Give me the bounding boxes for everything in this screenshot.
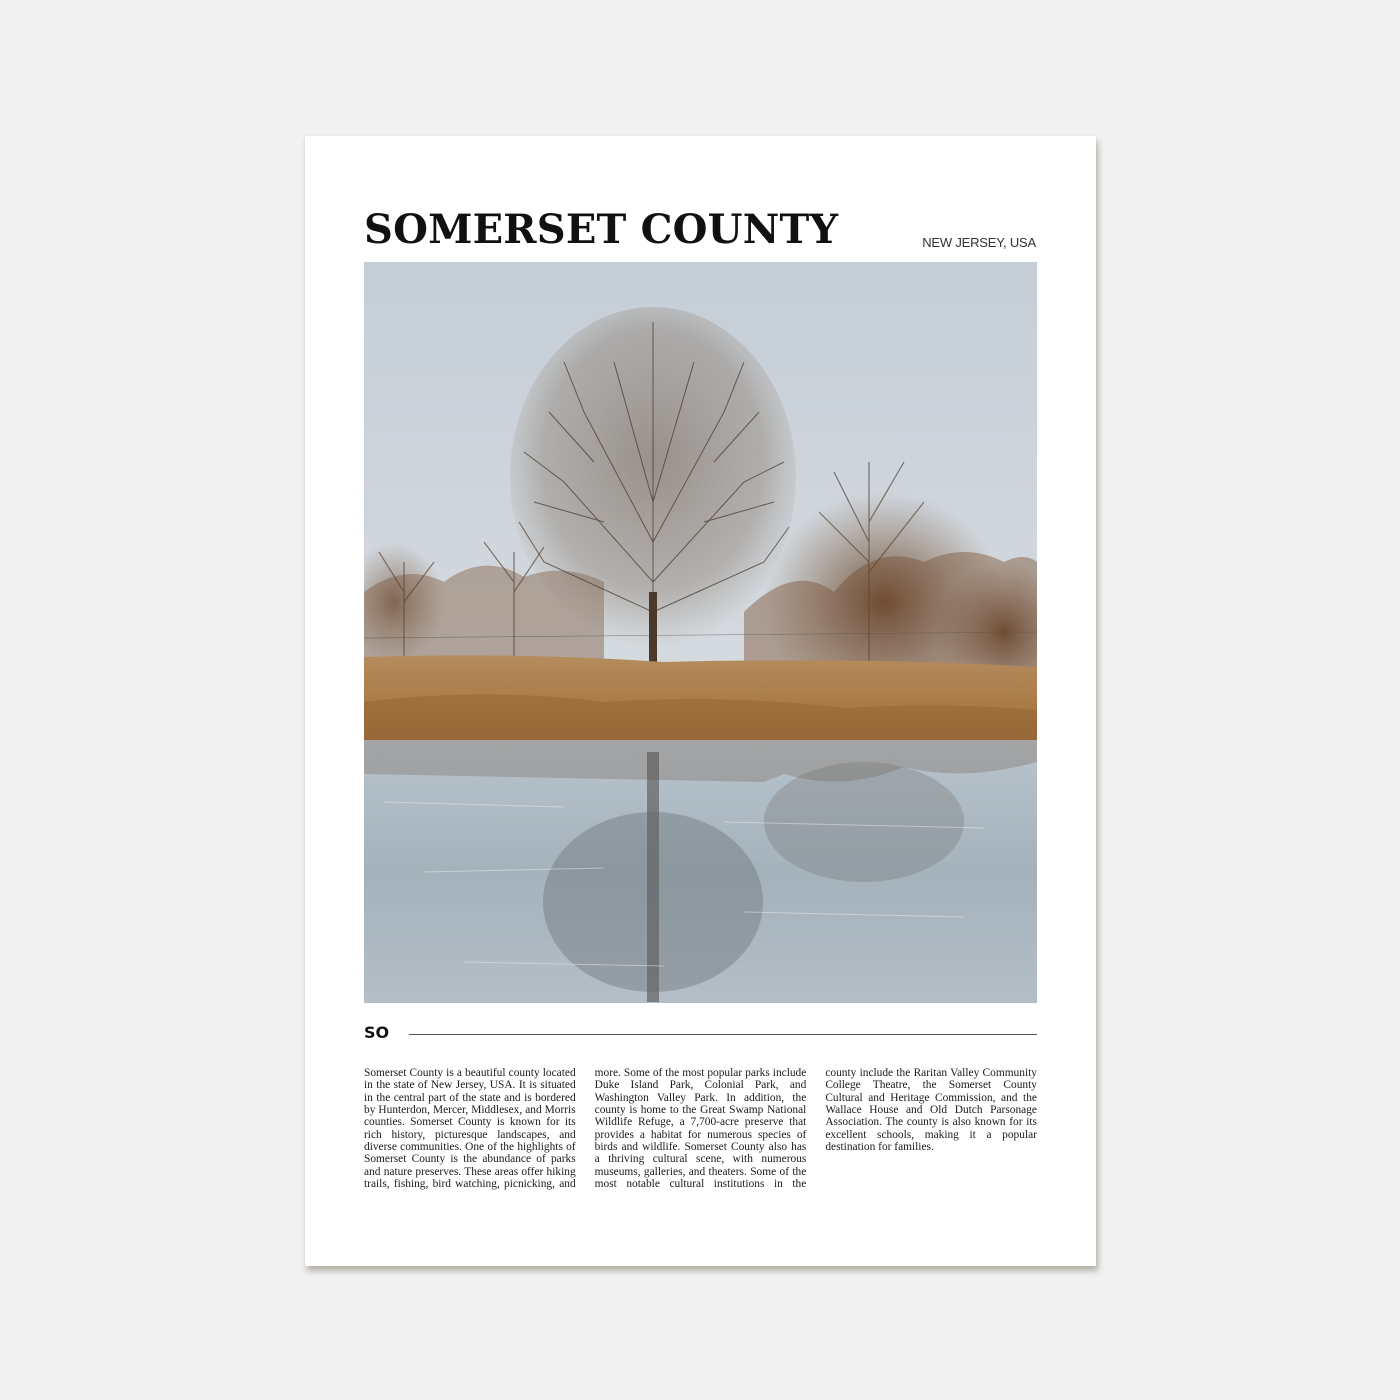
landscape-photo bbox=[364, 262, 1037, 1003]
poster-title: SOMERSET COUNTY bbox=[364, 206, 839, 253]
poster-subtitle: NEW JERSEY, USA bbox=[922, 235, 1036, 250]
divider-line bbox=[409, 1034, 1037, 1035]
abbreviation-label: SO bbox=[364, 1023, 390, 1042]
description-text: Somerset County is a beautiful county located in the state of New Jersey, USA. It is situated in the central part of the state and is bordered by Hunterdon, Mercer, Middlesex, and Morris counties. Somerset County is known for its rich history, picturesque landscapes, and diverse communities. One of the highlights of Somerset County is the abundance of parks and nature preserves. These areas offer hiking trails, fishing, bird watching, picnicking, and more. Some of the most popular parks include Duke Island Park, Colonial Park, and Washington Valley Park. In addition, the county is home to the Great Swamp National Wildlife Refuge, a 7,700-acre preserve that provides a habitat for numerous species of birds and wildlife. Somerset County also has a thriving cultural scene, with numerous museums, galleries, and theaters. Some of the most notable cultural institutions in the county include the Raritan Valley Community College Theatre, the Somerset County Cultural and Heritage Commission, and the Wallace House and Old Dutch Parsonage Association. The county is also known for its excellent schools, making it a popular destination for families. bbox=[364, 1067, 1037, 1191]
poster bbox=[305, 136, 1096, 1266]
